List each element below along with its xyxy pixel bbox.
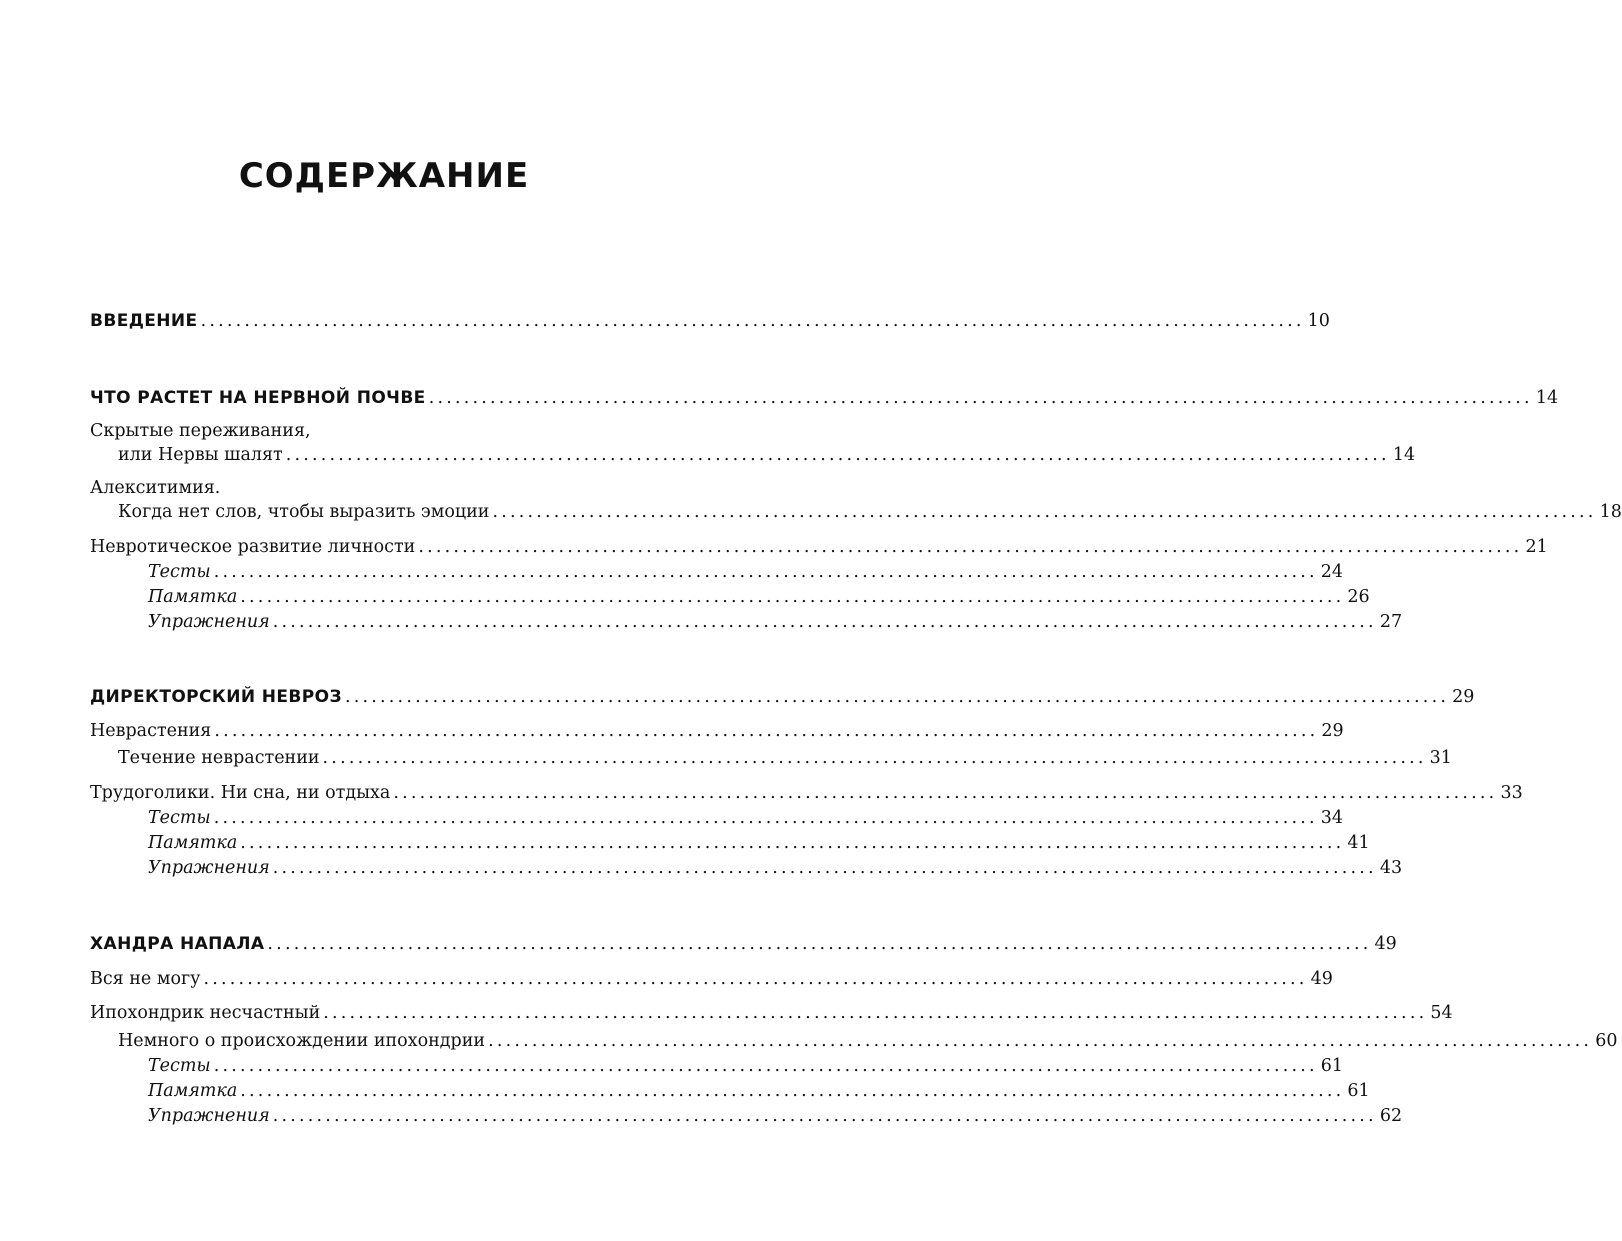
toc-label: Упражнения	[148, 858, 270, 878]
toc-section[interactable]	[90, 385, 1559, 409]
toc-page: 62	[1379, 1106, 1403, 1126]
toc-leader: ..............................................................................................................................	[323, 1003, 1428, 1023]
toc-subentry[interactable]	[148, 830, 1370, 854]
toc-page: 61	[1347, 1081, 1370, 1101]
toc-entry[interactable]	[90, 718, 1344, 742]
toc-leader: ..............................................................................................................................	[322, 748, 1427, 768]
toc-label: или Нервы шалят	[118, 445, 283, 465]
toc-label: Неврастения	[90, 721, 212, 741]
toc-page: 54	[1430, 1003, 1453, 1023]
toc-page: 61	[1320, 1056, 1344, 1076]
toc-label: ЧТО РАСТЕТ НА НЕРВНОЙ ПОЧВЕ	[90, 388, 426, 408]
toc-page: 21	[1525, 537, 1548, 557]
toc-label: Когда нет слов, чтобы выразить эмоции	[118, 502, 490, 522]
toc-subentry[interactable]	[148, 1103, 1403, 1127]
toc-leader: ..............................................................................................................................	[272, 612, 1377, 632]
toc-entry[interactable]	[90, 966, 1333, 990]
toc-label: Тесты	[148, 808, 211, 828]
toc-entry[interactable]	[118, 1028, 1618, 1052]
toc-page: 33	[1500, 783, 1523, 803]
toc-label: Памятка	[148, 587, 238, 607]
toc-label: ХАНДРА НАПАЛА	[90, 934, 265, 954]
toc-page: 14	[1392, 445, 1416, 465]
toc-page: 49	[1310, 969, 1333, 989]
toc-entry[interactable]	[118, 499, 1622, 523]
toc-label: Невротическое развитие личности	[90, 537, 416, 557]
toc-label: Немного о происхождении ипохондрии	[118, 1031, 486, 1051]
toc-subentry[interactable]	[148, 584, 1370, 608]
toc-leader: ..............................................................................................................................	[203, 969, 1308, 989]
toc-leader: ..............................................................................................................................	[200, 311, 1305, 331]
toc-label: Памятка	[148, 833, 238, 853]
toc-page: 43	[1379, 858, 1403, 878]
toc-page: 24	[1320, 562, 1344, 582]
toc-page: 14	[1535, 388, 1559, 408]
toc-subentry[interactable]	[148, 805, 1344, 829]
toc-label: Памятка	[148, 1081, 238, 1101]
toc-page: 10	[1307, 311, 1330, 331]
toc-subentry[interactable]	[148, 855, 1403, 879]
toc-leader: ..............................................................................................................................	[285, 445, 1390, 465]
toc-label: Вся не могу	[90, 969, 201, 989]
toc-entry-line1: Алекситимия.	[90, 478, 221, 498]
toc-section[interactable]	[90, 931, 1397, 955]
toc-section[interactable]	[90, 308, 1330, 332]
toc-page: 18	[1599, 502, 1622, 522]
toc-leader: ..............................................................................................................................	[428, 388, 1533, 408]
toc-label: Упражнения	[148, 612, 270, 632]
toc-leader: ..............................................................................................................................	[492, 502, 1597, 522]
toc-leader: ..............................................................................................................................	[267, 934, 1372, 954]
toc-leader: ..............................................................................................................................	[488, 1031, 1593, 1051]
toc-entry[interactable]	[90, 1000, 1453, 1024]
toc-label: ВВЕДЕНИЕ	[90, 311, 198, 331]
toc-subentry[interactable]	[148, 559, 1344, 583]
toc-leader: ..............................................................................................................................	[214, 721, 1319, 741]
toc-entry[interactable]	[118, 745, 1452, 769]
toc-page: 26	[1347, 587, 1370, 607]
toc-leader: ..............................................................................................................................	[240, 1081, 1345, 1101]
toc-page: 29	[1321, 721, 1344, 741]
toc-label: Трудоголики. Ни сна, ни отдыха	[90, 783, 391, 803]
toc-page: 60	[1595, 1031, 1618, 1051]
toc-section[interactable]	[90, 684, 1475, 708]
toc-leader: ..............................................................................................................................	[213, 808, 1318, 828]
toc-label: Упражнения	[148, 1106, 270, 1126]
toc-label: Ипохондрик несчастный	[90, 1003, 321, 1023]
toc-page: 49	[1374, 934, 1397, 954]
toc-entry-line1: Скрытые переживания,	[90, 421, 311, 441]
toc-page: 27	[1379, 612, 1403, 632]
toc-leader: ..............................................................................................................................	[213, 1056, 1318, 1076]
toc-page: 41	[1347, 833, 1370, 853]
toc-page: 31	[1429, 748, 1452, 768]
toc-label: Тесты	[148, 1056, 211, 1076]
toc-leader: ..............................................................................................................................	[272, 1106, 1377, 1126]
toc-leader: ..............................................................................................................................	[393, 783, 1498, 803]
toc-label: Тесты	[148, 562, 211, 582]
toc-leader: ..............................................................................................................................	[240, 833, 1345, 853]
toc-page: 34	[1320, 808, 1344, 828]
toc-leader: ..............................................................................................................................	[418, 537, 1523, 557]
page-title: СОДЕРЖАНИЕ	[238, 156, 530, 196]
toc-entry[interactable]	[118, 442, 1416, 466]
toc-label: Течение неврастении	[118, 748, 320, 768]
toc-subentry[interactable]	[148, 609, 1403, 633]
toc-leader: ..............................................................................................................................	[240, 587, 1345, 607]
toc-entry[interactable]	[90, 534, 1548, 558]
toc-leader: ..............................................................................................................................	[272, 858, 1377, 878]
toc-leader: ..............................................................................................................................	[213, 562, 1318, 582]
toc-subentry[interactable]	[148, 1053, 1344, 1077]
toc-entry[interactable]	[90, 780, 1523, 804]
toc-subentry[interactable]	[148, 1078, 1370, 1102]
toc-page: 29	[1452, 687, 1475, 707]
toc-leader: ..............................................................................................................................	[344, 687, 1450, 707]
toc-label: ДИРЕКТОРСКИЙ НЕВРОЗ	[90, 687, 342, 707]
